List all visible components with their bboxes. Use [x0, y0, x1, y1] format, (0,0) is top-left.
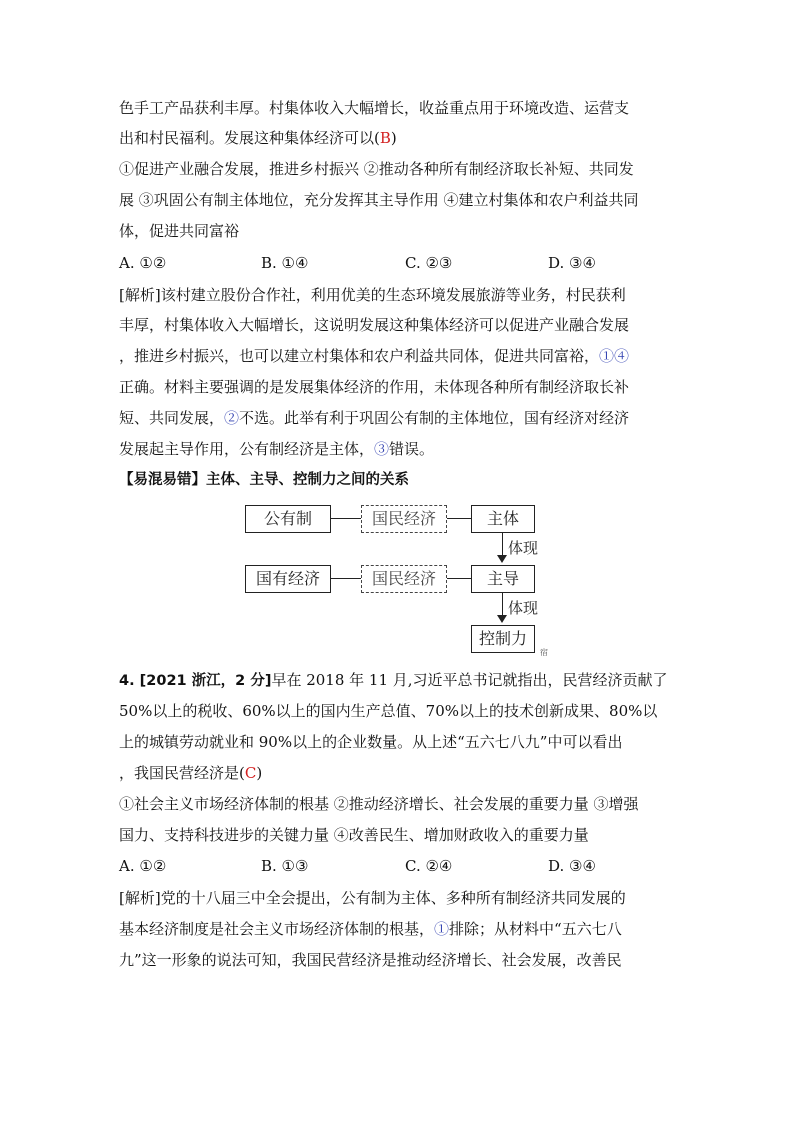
- q4-stem-line-2: 50%以上的税收、60%以上的国内生产总值、70%以上的技术创新成果、80%以: [119, 702, 658, 720]
- connector-1: [331, 518, 361, 519]
- box-leading: 主导: [471, 565, 535, 593]
- q4-stem-line-3: 上的城镇劳动就业和 90%以上的企业数量。从上述“五六七八九”中可以看出: [119, 733, 623, 751]
- connector-3: [331, 578, 361, 579]
- box-main-body: 主体: [471, 505, 535, 533]
- q3-stem-line-2: 出和村民福利。发展这种集体经济可以(B): [119, 129, 397, 147]
- q4-analysis-line-1: [解析]党的十八届三中全会提出，公有制为主体、多种所有制经济共同发展的: [119, 889, 626, 907]
- arrow-2-label: 体现: [508, 599, 539, 617]
- arrow-1-head: [497, 555, 507, 563]
- box-public-ownership: 公有制: [245, 505, 331, 533]
- q4-stem-line-4: ，我国民营经济是(C): [119, 764, 263, 782]
- q4-option-a: A. ①②: [119, 857, 167, 875]
- q3-ref-14: ①④: [599, 347, 630, 365]
- q4-stem-line-5: ①社会主义市场经济体制的根基 ②推动经济增长、社会发展的重要力量 ③增强: [119, 795, 639, 813]
- q3-option-b: B. ①④: [261, 254, 309, 272]
- q3-answer: B: [379, 129, 391, 147]
- connector-4: [447, 578, 471, 579]
- q3-analysis-line-4: 正确。材料主要强调的是发展集体经济的作用，未体现各种所有制经济取长补: [119, 378, 630, 396]
- q3-option-c: C. ②③: [405, 254, 453, 272]
- q4-stem-line-1: 4. [2021 浙江，2 分]早在 2018 年 11 月,习近平总书记就指出，民营经济贡献了: [119, 671, 668, 689]
- box-control-power: 控制力: [471, 625, 535, 653]
- q3-ref-2: ②: [224, 409, 240, 427]
- q4-option-b: B. ①③: [261, 857, 309, 875]
- q4-option-d: D. ③④: [548, 857, 596, 875]
- arrow-2-head: [497, 615, 507, 623]
- connector-2: [447, 518, 471, 519]
- q4-analysis-line-2: 基本经济制度是社会主义市场经济体制的根基，①排除；从材料中“五六七八: [119, 920, 622, 938]
- tip-title: 【易混易错】主体、主导、控制力之间的关系: [119, 472, 409, 488]
- box-national-economy-2: 国民经济: [361, 565, 447, 593]
- q3-analysis-line-6: 发展起主导作用，公有制经济是主体，③错误。: [119, 440, 435, 458]
- box-state-economy: 国有经济: [245, 565, 331, 593]
- q4-ref-1: ①: [434, 920, 450, 938]
- q4-option-c: C. ②④: [405, 857, 453, 875]
- q4-answer: C: [244, 764, 257, 782]
- corner-mark: 宿: [540, 648, 548, 657]
- arrow-2-shaft: [502, 593, 503, 615]
- q3-stem-line-1: 色手工产品获利丰厚。村集体收入大幅增长，收益重点用于环境改造、运营支: [119, 99, 630, 117]
- q3-ref-3: ③: [374, 440, 390, 458]
- q3-stem-line-3: ①促进产业融合发展，推进乡村振兴 ②推动各种所有制经济取长补短、共同发: [119, 160, 634, 178]
- q3-option-a: A. ①②: [119, 254, 167, 272]
- q3-stem-line-5: 体，促进共同富裕: [119, 222, 240, 240]
- q4-stem-line-6: 国力、支持科技进步的关键力量 ④改善民生、增加财政收入的重要力量: [119, 826, 589, 844]
- arrow-1-shaft: [502, 533, 503, 555]
- q4-analysis-line-3: 九”这一形象的说法可知，我国民营经济是推动经济增长、社会发展，改善民: [119, 951, 622, 969]
- q3-analysis-line-5: 短、共同发展，②不选。此举有利于巩固公有制的主体地位，国有经济对经济: [119, 409, 630, 427]
- arrow-1-label: 体现: [508, 539, 539, 557]
- q3-option-d: D. ③④: [548, 254, 596, 272]
- box-national-economy-1: 国民经济: [361, 505, 447, 533]
- q3-analysis-line-1: [解析]该村建立股份合作社，利用优美的生态环境发展旅游等业务，村民获利: [119, 286, 626, 304]
- q3-analysis-line-2: 丰厚，村集体收入大幅增长，这说明发展这种集体经济可以促进产业融合发展: [119, 316, 630, 334]
- q3-stem-line-4: 展 ③巩固公有制主体地位，充分发挥其主导作用 ④建立村集体和农户利益共同: [119, 191, 639, 209]
- q3-analysis-line-3: ，推进乡村振兴，也可以建立村集体和农户利益共同体，促进共同富裕，①④: [119, 347, 630, 365]
